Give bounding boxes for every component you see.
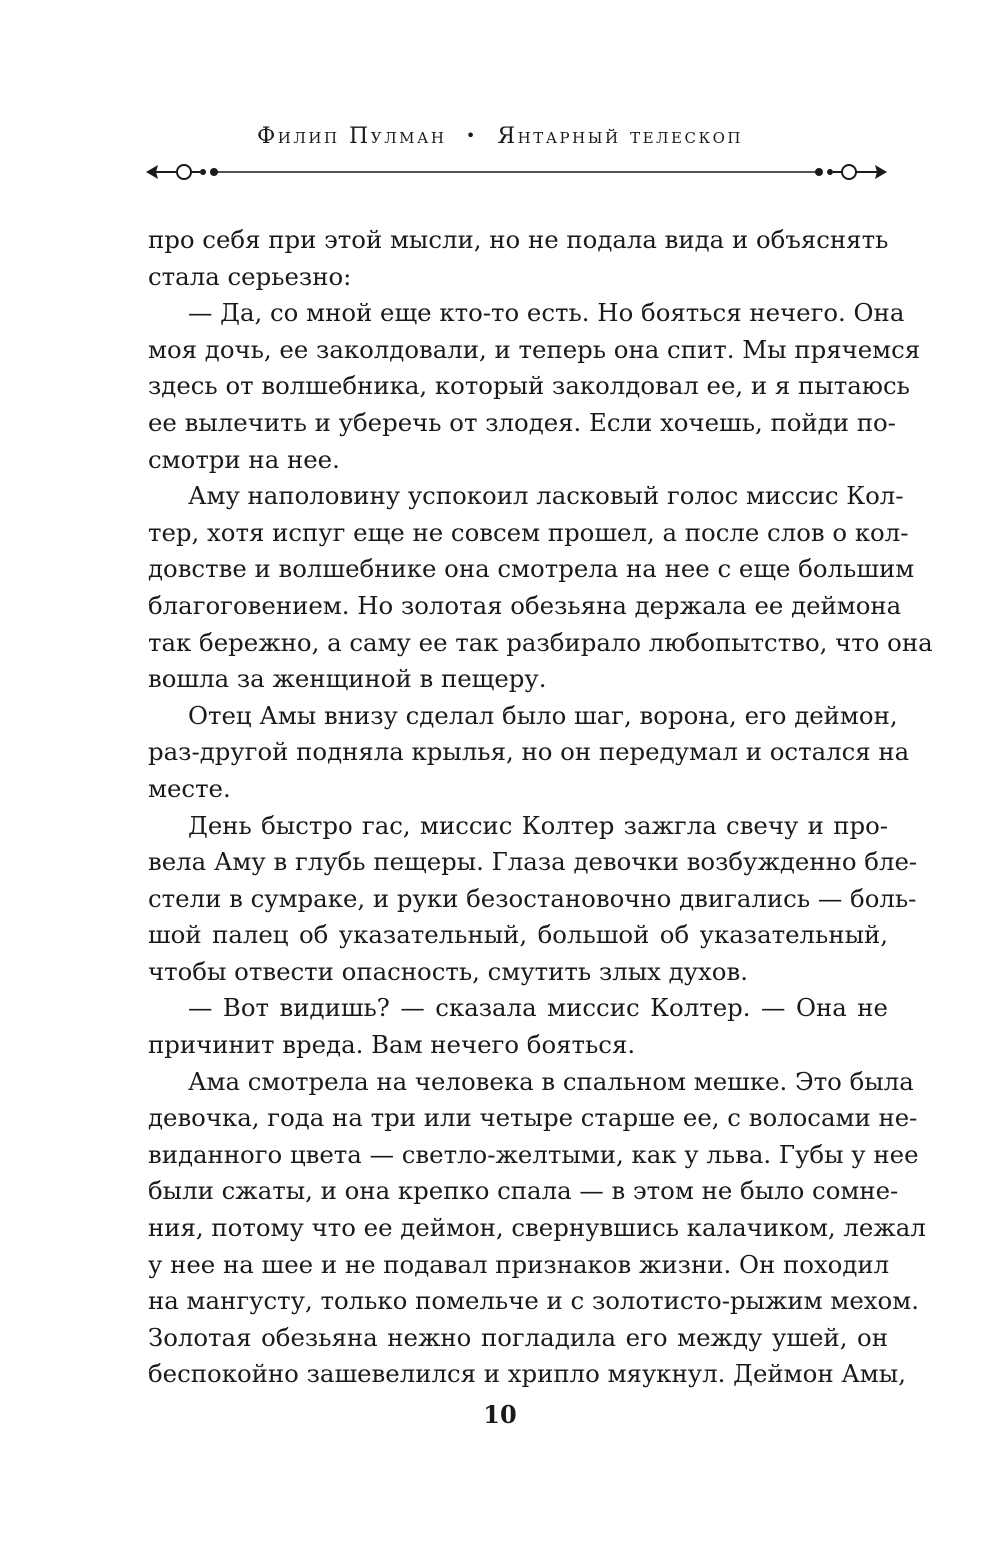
body-text [148,222,933,1393]
text-line: девочка, года на три или четыре старше ее, с волосами не- [148,1103,918,1133]
text-line: довстве и волшебнике она смотрела на нее с еще большим [148,554,915,584]
text-line: шой палец об указательный, большой об указательный, [148,920,888,950]
text-line: беспокойно зашевелился и хрипло мяукнул. Деймон Амы, [148,1359,906,1389]
text-line: виданного цвета — светло-желтыми, как у льва. Губы у нее [148,1139,919,1169]
text-line: раз-другой подняла крылья, но он передумал и остался на [148,737,910,767]
text-line: ния, потому что ее деймон, свернувшись калачиком, лежал [148,1213,926,1243]
text-line: тер, хотя испуг еще не совсем прошел, а после слов о кол- [148,517,909,547]
header-author: Филип Пулман [257,124,447,149]
header-separator: • [465,126,478,145]
text-line: месте. [148,773,231,803]
text-line: здесь от волшебника, который заколдовал ее, и я пытаюсь [148,371,910,401]
text-line: у нее на шее и не подавал признаков жизни. Он походил [148,1249,890,1279]
text-line: вела Аму в глубь пещеры. Глаза девочки возбужденно бле- [148,847,918,877]
text-line: чтобы отвести опасность, смутить злых духов. [148,956,748,986]
text-line: стала серьезно: [148,261,352,291]
text-line: моя дочь, ее заколдовали, и теперь она спит. Мы прячемся [148,334,921,364]
text-line: ее вылечить и уберечь от злодея. Если хочешь, пойди по- [148,407,896,437]
text-line: были сжаты, и она крепко спала — в этом не было сомне- [148,1176,899,1206]
running-header [0,124,1000,158]
text-line: стели в сумраке, и руки безостановочно двигались — боль- [148,883,917,913]
text-line: на мангусту, только помельче и с золотисто-рыжим мехом. [148,1286,919,1316]
text-line: про себя при этой мысли, но не подала вида и объяснять [148,225,889,254]
text-line: благоговением. Но золотая обезьяна держала ее деймона [148,590,902,620]
text-line: так бережно, а саму ее так разбирало любопытство, что она [148,627,933,657]
text-line: вошла за женщиной в пещеру. [148,664,547,694]
page-number: 10 [483,1400,517,1429]
text-line: Ама смотрела на человека в спальном мешке. Это была [188,1066,914,1096]
text-line: смотри на нее. [148,444,340,474]
header-ornament-rule [144,160,889,184]
text-line: — Да, со мной еще кто-то есть. Но бояться нечего. Она [188,298,905,328]
text-line: — Вот видишь? — сказала миссис Колтер. — Она не [188,993,888,1023]
text-line: День быстро гас, миссис Колтер зажгла свечу и про- [188,810,888,840]
text-line: Золотая обезьяна нежно погладила его между ушей, он [148,1322,888,1352]
text-line: Аму наполовину успокоил ласковый голос миссис Кол- [188,481,904,511]
header-title: Янтарный телескоп [497,124,743,149]
text-line: причинит вреда. Вам нечего бояться. [148,1030,636,1060]
text-line: Отец Амы внизу сделал было шаг, ворона, его деймон, [188,700,898,730]
